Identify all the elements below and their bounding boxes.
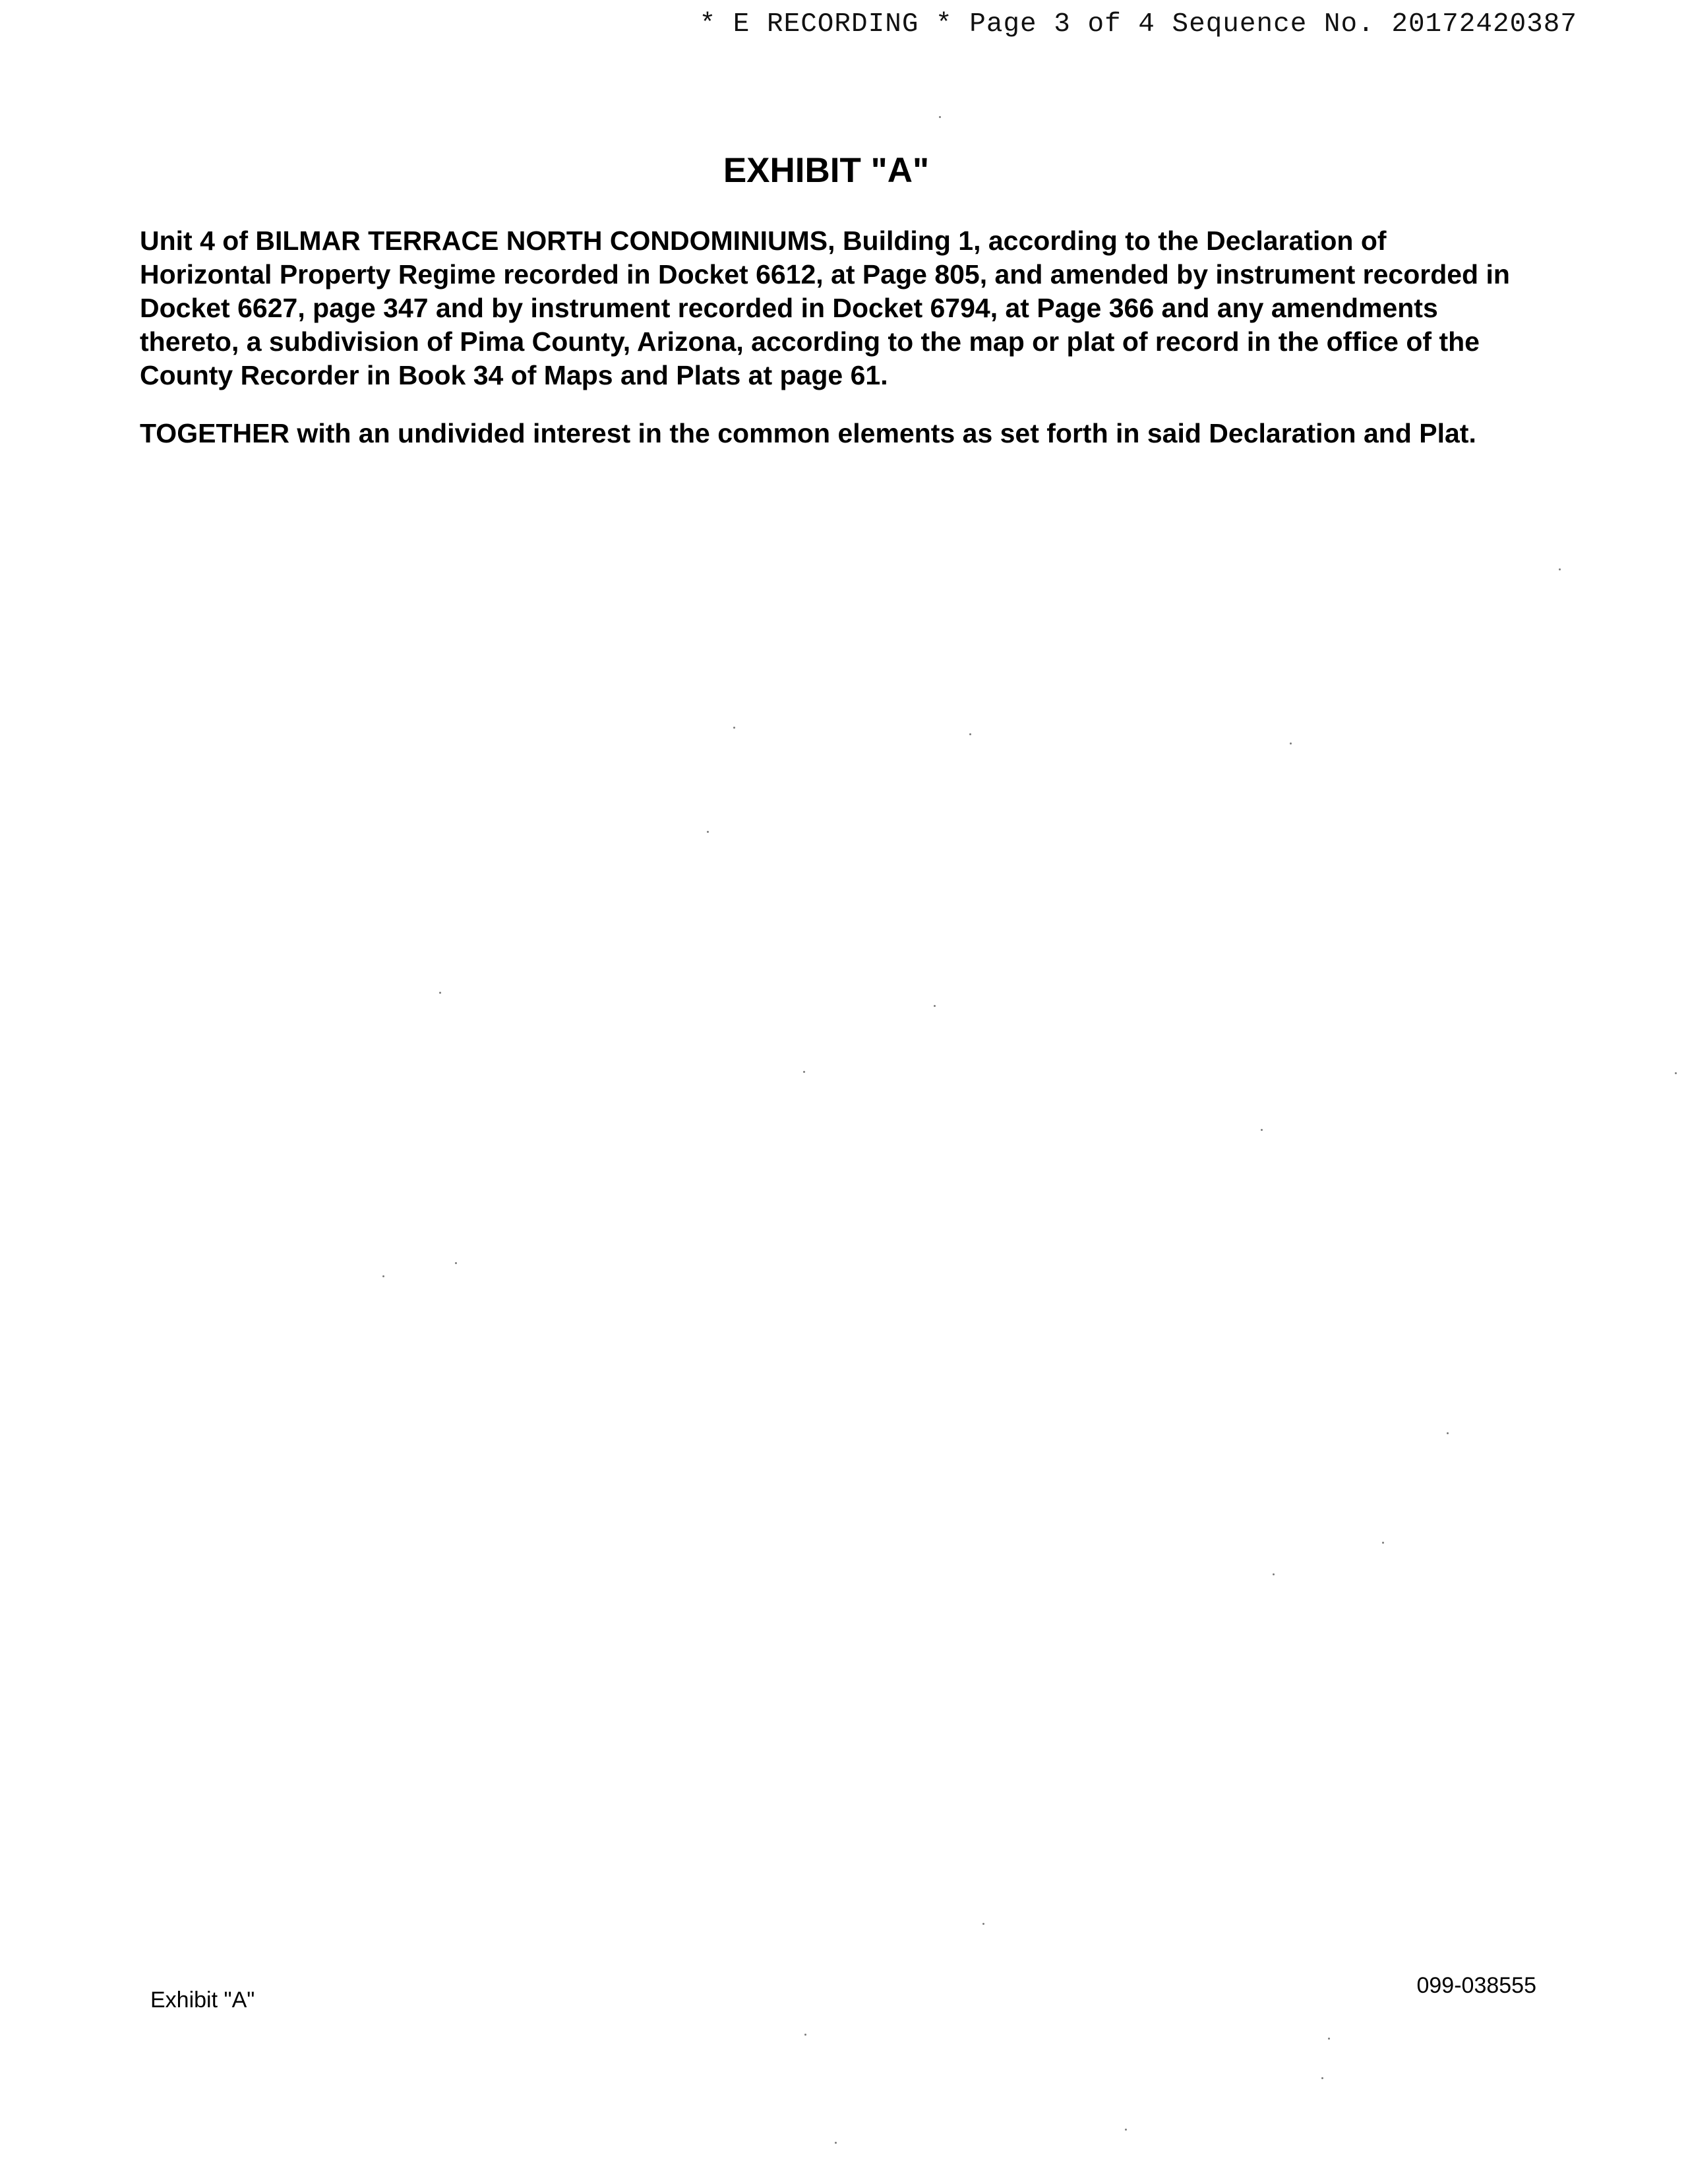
scan-speck: [439, 992, 441, 994]
scan-speck: [803, 1071, 805, 1073]
scan-speck: [1290, 743, 1292, 744]
scan-speck: [1273, 1573, 1275, 1575]
scan-speck: [382, 1275, 384, 1277]
together-clause-paragraph: TOGETHER with an undivided interest in the common elements as set forth in said Declaration and Plat.: [140, 418, 1476, 448]
footer-exhibit-label: Exhibit "A": [150, 1987, 255, 2013]
scan-speck: [804, 2034, 806, 2036]
recording-stamp: * E RECORDING * Page 3 of 4 Sequence No. 20172420387: [699, 9, 1577, 40]
scan-speck: [1559, 568, 1561, 570]
scan-speck: [1321, 2077, 1323, 2079]
scan-speck: [733, 727, 735, 729]
exhibit-title: EXHIBIT "A": [723, 151, 930, 190]
scan-speck: [1382, 1542, 1384, 1544]
scan-speck: [969, 733, 971, 735]
scan-speck: [1447, 1432, 1449, 1434]
scan-speck: [934, 1005, 936, 1007]
scan-speck: [982, 1923, 984, 1925]
scan-speck: [1261, 1129, 1263, 1131]
footer-document-number: 099-038555: [1416, 1973, 1536, 1998]
scan-speck: [707, 831, 709, 833]
scan-speck: [1328, 2038, 1330, 2040]
scan-speck: [835, 2142, 837, 2144]
scan-speck: [1675, 1072, 1677, 1074]
legal-description-paragraph: Unit 4 of BILMAR TERRACE NORTH CONDOMINIUMS, Building 1, according to the Declaration of Horizontal Property Regime recorded in Docket 6612, at Page 805, and amended by instrument recorded in Docket 6627, page 347 and by instrument recorded in Docket 6794, at Page 366 and any amendments thereto, a subdivision of Pima County, Arizona, according to the map or plat of record in the office of the County Recorder in Book 34 of Maps and Plats at page 61.: [140, 226, 1510, 390]
scan-speck: [455, 1262, 457, 1264]
scan-speck: [1125, 2129, 1127, 2131]
scan-speck: [939, 116, 941, 118]
